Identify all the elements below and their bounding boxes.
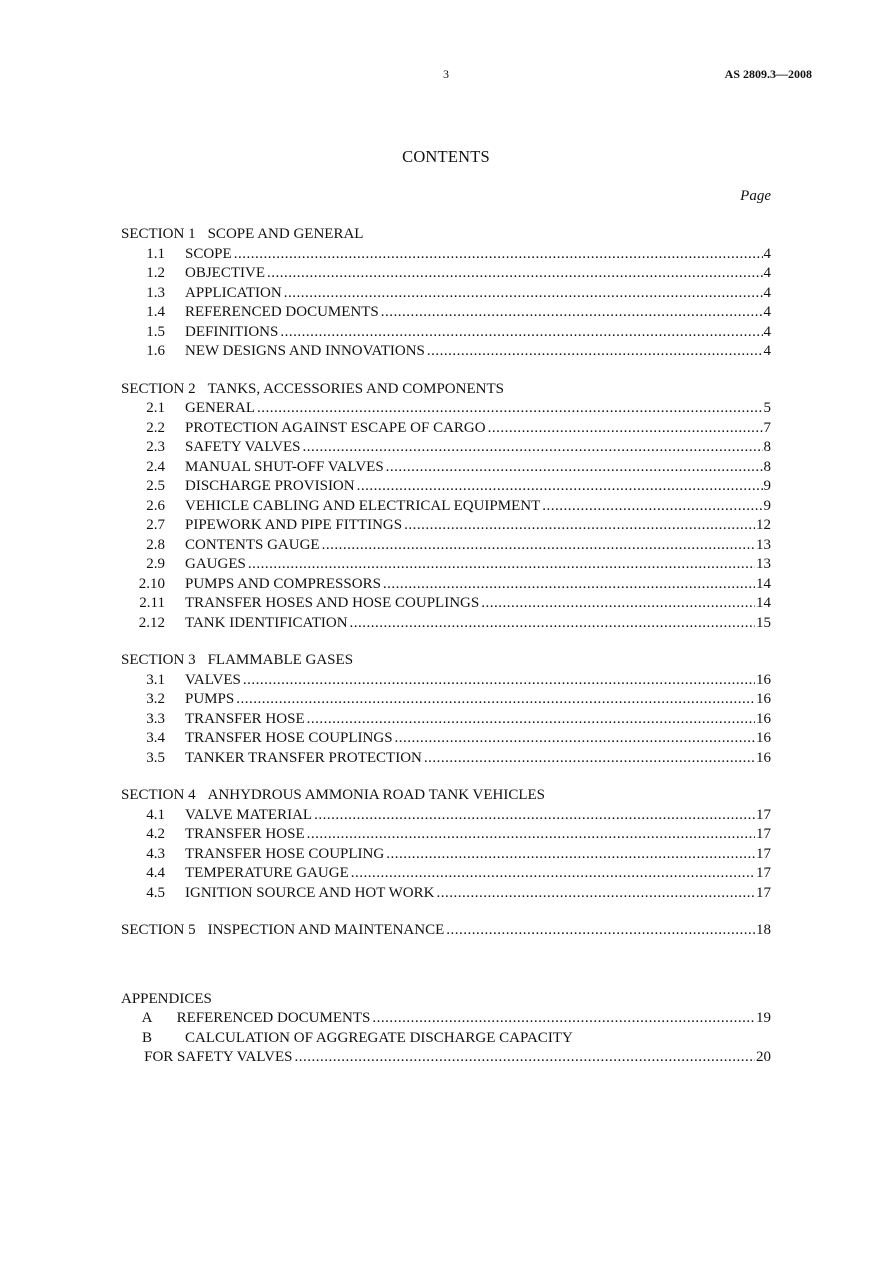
entry-number: 4.5 [146,884,165,901]
entry-number: 2.2 [146,419,165,436]
entry-number: 2.3 [146,439,165,455]
page-column-label: Page [740,188,771,204]
dot-leader [248,555,755,575]
section-heading [121,786,771,806]
entry-page: 17 [756,826,771,842]
entry-page: 19 [756,1010,771,1026]
toc-entry[interactable] [121,806,771,826]
entry-number: 2.12 [138,614,165,631]
dot-leader [267,264,763,284]
entry-page: 17 [756,884,771,901]
entry-number: 4.4 [146,865,165,881]
entry-label: TEMPERATURE GAUGE [185,865,349,881]
entry-number: 2.7 [146,517,165,533]
entry-number: 3.2 [146,691,165,707]
dot-leader [542,497,762,517]
toc-entry[interactable] [121,749,771,769]
dot-leader [314,806,755,826]
toc-entry[interactable] [121,555,771,575]
entry-number: 1.2 [146,265,165,281]
entry-number: 2.10 [138,575,165,592]
entry-page: 16 [756,749,771,766]
section-title: SCOPE AND GENERAL [207,226,364,242]
toc-entry[interactable] [121,419,771,439]
section-heading [121,921,446,941]
dot-leader [307,825,755,845]
entry-page: 20 [756,1049,771,1065]
entry-label: TANKER TRANSFER PROTECTION [185,749,422,766]
entry-number: 3.1 [146,671,165,688]
entry-label: PROTECTION AGAINST ESCAPE OF CARGO [185,419,486,436]
section-title: FLAMMABLE GASES [207,652,354,668]
entry-page: 18 [756,922,771,938]
entry-label: TRANSFER HOSE COUPLING [185,845,385,862]
entry-number: 3.4 [146,730,165,746]
section-number: SECTION 4 [121,787,196,803]
dot-leader [488,419,763,439]
entry-page: 16 [756,730,771,746]
dot-leader [357,477,763,497]
entry-page: 9 [763,478,771,494]
entry-label: TRANSFER HOSES AND HOSE COUPLINGS [185,595,480,611]
entry-label: GENERAL [185,400,255,416]
dot-leader [243,671,755,691]
toc-entry[interactable] [121,438,771,458]
dot-leader [381,303,763,323]
table-of-contents [121,225,771,1068]
entry-label: CONTENTS GAUGE [185,536,320,553]
entry-number: 1.3 [146,284,165,301]
dot-leader [395,729,755,749]
dot-leader [350,614,755,634]
entry-page: 13 [756,536,771,553]
entry-page: 4 [763,284,771,301]
entry-label: OBJECTIVE [185,265,265,281]
entry-page: 17 [756,845,771,862]
entry-label: GAUGES [185,556,246,572]
entry-label: MANUAL SHUT-OFF VALVES [185,458,384,475]
appendices-heading: APPENDICES [121,990,212,1007]
entry-page: 5 [763,400,771,416]
entry-page: 16 [756,691,771,707]
dot-leader [446,921,755,941]
entry-number: 2.5 [146,478,165,494]
entry-number: 3.3 [146,710,165,727]
dot-leader [280,323,762,343]
section-title: INSPECTION AND MAINTENANCE [207,922,445,938]
entry-number: 2.1 [146,400,165,416]
toc-entry[interactable] [121,458,771,478]
entry-number: 2.8 [146,536,165,553]
toc-entry[interactable] [121,323,771,343]
toc-entry[interactable] [121,342,771,362]
dot-leader [351,864,755,884]
entry-page: 17 [756,865,771,881]
entry-page: 14 [756,575,771,592]
entry-page: 16 [756,710,771,727]
toc-entry[interactable] [121,690,771,710]
entry-number: 4.2 [146,826,165,842]
section-number: SECTION 1 [121,226,196,242]
entry-label: VALVE MATERIAL [185,806,313,823]
section-title: ANHYDROUS AMMONIA ROAD TANK VEHICLES [207,787,546,803]
entry-label: VALVES [185,671,241,688]
toc-entry-appendix[interactable] [121,1029,771,1049]
entry-number: 1.6 [146,343,165,359]
toc-entry[interactable] [121,497,771,517]
dot-leader [257,399,763,419]
entry-label: REFERENCED DOCUMENTS [176,1010,371,1026]
dot-leader [284,284,763,304]
toc-entry[interactable] [121,614,771,634]
entry-label: CALCULATION OF AGGREGATE DISCHARGE CAPACITY [185,1029,573,1046]
entry-page: 4 [763,245,771,262]
entry-number: 1.4 [146,304,165,320]
section-title: TANKS, ACCESSORIES AND COMPONENTS [207,380,504,397]
entry-label: REFERENCED DOCUMENTS [185,304,379,320]
toc-entry[interactable] [121,825,771,845]
toc-entry[interactable] [121,575,771,595]
dot-leader [386,845,755,865]
toc-entry[interactable] [121,477,771,497]
dot-leader [322,536,755,556]
entry-page: 12 [756,517,771,533]
entry-number: A [141,1010,153,1026]
toc-entry[interactable] [121,845,771,865]
toc-entry[interactable] [121,303,771,323]
entry-page: 8 [763,458,771,475]
entry-number: B [141,1029,152,1046]
section-number: SECTION 2 [121,380,196,397]
toc-entry[interactable] [121,594,771,614]
entry-page: 4 [763,304,771,320]
standard-identifier: AS 2809.3—2008 [724,67,812,81]
entry-label: VEHICLE CABLING AND ELECTRICAL EQUIPMENT [185,497,541,514]
section-heading [121,225,771,245]
entry-number: 2.4 [146,458,165,475]
page-number: 3 [443,67,449,81]
section-number: SECTION 3 [121,652,196,668]
entry-label: TRANSFER HOSE [185,826,305,842]
contents-title: CONTENTS [402,147,490,166]
entry-page: 4 [763,323,771,340]
section-heading [121,380,771,400]
entry-label: APPLICATION [185,284,282,301]
entry-number: 2.6 [146,497,165,514]
entry-label: SAFETY VALVES [185,439,301,455]
entry-label: PUMPS AND COMPRESSORS [185,575,381,592]
dot-leader [236,690,755,710]
toc-entry[interactable] [121,671,771,691]
entry-number: 4.3 [146,845,165,862]
entry-number: 4.1 [146,806,165,823]
dot-leader [481,594,755,614]
section-heading [121,651,771,671]
dot-leader [427,342,763,362]
entry-label: NEW DESIGNS AND INNOVATIONS [185,343,425,359]
entry-page: 13 [756,556,771,572]
toc-entry[interactable] [121,884,771,904]
entry-label: PIPEWORK AND PIPE FITTINGS [185,517,403,533]
entry-number: 1.1 [146,245,165,262]
toc-entry[interactable] [121,516,771,536]
dot-leader [372,1009,755,1029]
dot-leader [295,1048,756,1068]
entry-number: 2.11 [139,595,165,611]
entry-number: 2.9 [146,556,165,572]
dot-leader [386,458,763,478]
entry-number: 1.5 [146,323,165,340]
entry-label: TRANSFER HOSE COUPLINGS [185,730,393,746]
entry-page: 9 [763,497,771,514]
entry-page: 4 [763,265,771,281]
entry-page: 16 [756,671,771,688]
toc-entry-appendix-continued[interactable] [121,1048,771,1068]
dot-leader [302,438,762,458]
section-number: SECTION 5 [121,922,196,938]
dot-leader [404,516,755,536]
toc-entry[interactable] [121,864,771,884]
entry-label: DISCHARGE PROVISION [185,478,355,494]
toc-entry-section-5[interactable] [121,921,771,941]
toc-entry[interactable] [121,284,771,304]
entry-label: FOR SAFETY VALVES [144,1049,293,1065]
entry-page: 14 [756,595,771,611]
entry-number: 3.5 [146,749,165,766]
toc-entry[interactable] [121,399,771,419]
entry-label: IGNITION SOURCE AND HOT WORK [185,884,435,901]
entry-label: SCOPE [185,245,232,262]
entry-label: TANK IDENTIFICATION [185,614,348,631]
entry-label: TRANSFER HOSE [185,710,305,727]
dot-leader [307,710,755,730]
entry-page: 15 [756,614,771,631]
entry-page: 8 [763,439,771,455]
dot-leader [436,884,755,904]
toc-entry[interactable] [121,264,771,284]
dot-leader [424,749,755,769]
entry-page: 17 [756,806,771,823]
entry-page: 7 [763,419,771,436]
toc-entry[interactable] [121,710,771,730]
toc-entry[interactable] [121,729,771,749]
entry-label: PUMPS [185,691,235,707]
entry-label: DEFINITIONS [185,323,279,340]
dot-leader [234,245,763,265]
entry-page: 4 [763,343,771,359]
toc-entry[interactable] [121,245,771,265]
toc-entry-appendix[interactable] [121,1009,771,1029]
dot-leader [383,575,755,595]
toc-entry[interactable] [121,536,771,556]
